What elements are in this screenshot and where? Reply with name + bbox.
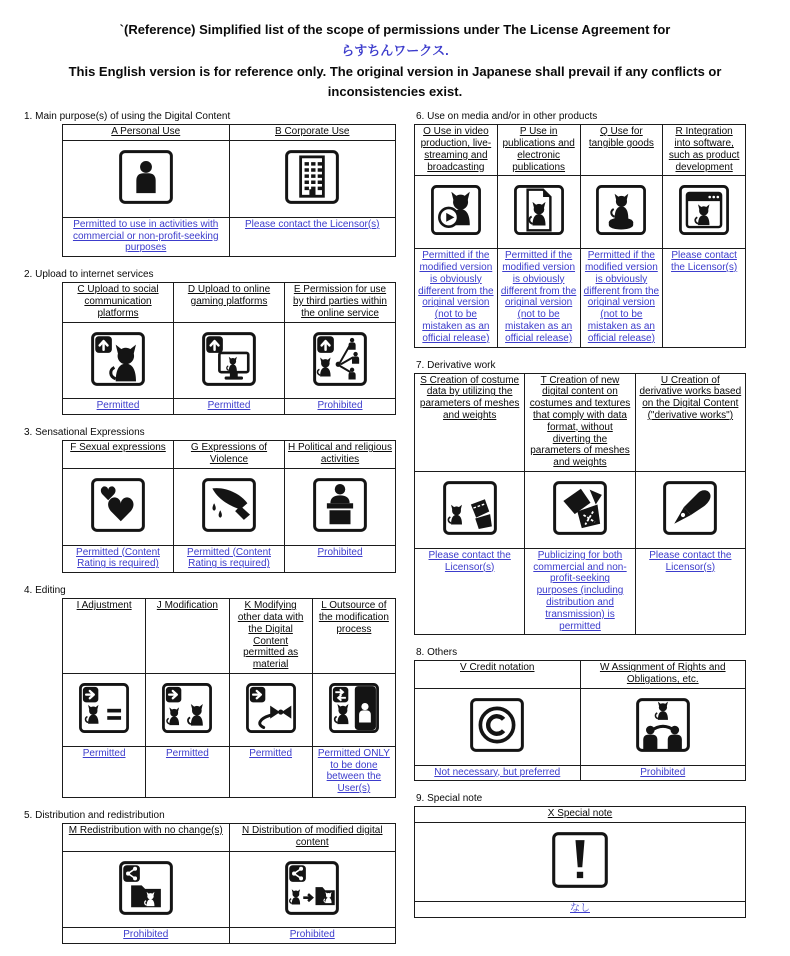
section-9 — [414, 793, 754, 917]
item-label[interactable]: D Upload to online gaming platforms — [174, 283, 285, 322]
permission-table — [62, 440, 396, 573]
section-2 — [22, 269, 400, 415]
item-label[interactable]: T Creation of new digital content on costumes and textures that comply with data format, without diverting the parameters of meshes and weights — [525, 373, 635, 471]
content-columns — [0, 111, 790, 956]
item-label[interactable]: S Creation of costume data by utilizing the parameters of meshes and weights — [415, 373, 525, 471]
modify-icon — [161, 682, 213, 734]
item-label[interactable]: W Assignment of Rights and Obligations, etc. — [580, 661, 746, 689]
icon-cell — [63, 322, 174, 399]
video-cat-icon — [430, 184, 482, 236]
status-link[interactable]: Prohibited — [580, 765, 746, 781]
icon-cell — [63, 851, 230, 928]
status-link[interactable]: Permitted — [63, 746, 146, 797]
icon-cell — [63, 673, 146, 746]
status-link[interactable]: Prohibited — [229, 928, 396, 944]
section-8 — [414, 647, 754, 781]
item-label[interactable]: O Use in video production, live-streaming and broadcasting — [415, 125, 498, 176]
item-label[interactable]: I Adjustment — [63, 599, 146, 674]
section-title: 7. Derivative work — [416, 359, 496, 371]
status-link[interactable]: Permitted if the modified version is obviously different from the original version (not to be mistaken as an official release) — [497, 249, 580, 347]
distribute-modified-icon — [284, 860, 340, 916]
permission-table — [414, 124, 746, 347]
icon-cell — [415, 688, 581, 765]
section-title: 9. Special note — [416, 793, 483, 805]
status-link[interactable]: Please contact the Licensor(s) — [229, 217, 396, 256]
status-link[interactable]: Permitted (Content Rating is required) — [174, 545, 285, 573]
status-link[interactable]: Please contact the Licensor(s) — [635, 548, 745, 635]
icon-cell — [229, 673, 312, 746]
person-icon — [118, 149, 174, 205]
status-link[interactable]: Permitted — [229, 746, 312, 797]
item-label[interactable]: J Modification — [146, 599, 229, 674]
exclamation-icon — [551, 831, 609, 889]
item-label[interactable]: V Credit notation — [415, 661, 581, 689]
upload-cat-icon — [90, 331, 146, 387]
icon-cell — [497, 176, 580, 249]
permission-table — [62, 823, 396, 944]
outsource-icon — [328, 682, 380, 734]
goods-cat-icon — [595, 184, 647, 236]
document-title — [38, 20, 752, 103]
item-label[interactable]: P Use in publications and electronic publications — [497, 125, 580, 176]
item-label[interactable]: Q Use for tangible goods — [580, 125, 663, 176]
status-link[interactable]: Please contact the Licensor(s) — [663, 249, 746, 347]
icon-cell — [63, 140, 230, 217]
costume-data-icon — [442, 480, 498, 536]
item-label[interactable]: C Upload to social communication platforms — [63, 283, 174, 322]
section-title: 8. Others — [416, 647, 458, 659]
icon-cell — [229, 851, 396, 928]
section-5 — [22, 810, 400, 944]
icon-cell — [415, 471, 525, 548]
upload-share-icon — [312, 331, 368, 387]
item-label[interactable]: G Expressions of Violence — [174, 441, 285, 469]
status-link[interactable]: Permitted ONLY to be done between the User(s) — [312, 746, 395, 797]
item-label[interactable]: E Permission for use by third parties within the online service — [285, 283, 396, 322]
status-link[interactable]: Permitted — [63, 399, 174, 415]
icon-cell — [146, 673, 229, 746]
status-link[interactable]: Permitted (Content Rating is required) — [63, 545, 174, 573]
item-label[interactable]: M Redistribution with no change(s) — [63, 823, 230, 851]
status-link[interactable]: Not necessary, but preferred — [415, 765, 581, 781]
item-label[interactable]: A Personal Use — [63, 125, 230, 141]
section-title: 5. Distribution and redistribution — [24, 809, 165, 821]
icon-cell — [580, 176, 663, 249]
redistribute-icon — [118, 860, 174, 916]
item-label[interactable]: N Distribution of modified digital content — [229, 823, 396, 851]
icon-cell — [415, 823, 746, 902]
icon-cell — [663, 176, 746, 249]
assignment-icon — [635, 697, 691, 753]
icon-cell — [525, 471, 635, 548]
upload-monitor-cat-icon — [201, 331, 257, 387]
title-line1: `(Reference) Simplified list of the scope of permissions under The License Agreement for — [119, 22, 671, 37]
software-cat-icon — [678, 184, 730, 236]
adjust-icon — [78, 682, 130, 734]
item-label[interactable]: R Integration into software, such as product development — [663, 125, 746, 176]
section-1 — [22, 111, 400, 257]
permission-table — [414, 373, 746, 636]
knife-icon — [201, 477, 257, 533]
status-link[interactable]: Permitted to use in activities with commercial or non-profit-seeking purposes — [63, 217, 230, 256]
item-label[interactable]: B Corporate Use — [229, 125, 396, 141]
icon-cell — [285, 322, 396, 399]
status-link[interactable]: Permitted — [146, 746, 229, 797]
section-title: 3. Sensational Expressions — [24, 427, 145, 439]
item-label[interactable]: X Special note — [415, 807, 746, 823]
title-line2: This English version is for reference only. The original version in Japanese shall prevail if any conflicts or inconsistencies exist. — [68, 63, 722, 100]
section-title: 6. Use on media and/or in other products — [416, 111, 598, 123]
left-column — [22, 111, 400, 956]
icon-cell — [174, 322, 285, 399]
product-name-link[interactable]: らすちんワークス. — [341, 42, 449, 58]
status-link[interactable]: Permitted if the modified version is obviously different from the original version (not to be mistaken as an official release) — [580, 249, 663, 347]
permission-table — [62, 282, 396, 415]
section-6 — [414, 111, 754, 347]
item-label[interactable]: F Sexual expressions — [63, 441, 174, 469]
permission-table — [414, 660, 746, 781]
right-column — [414, 111, 754, 930]
permission-table — [62, 598, 396, 798]
icon-cell — [63, 468, 174, 545]
item-label[interactable]: U Creation of derivative works based on the Digital Content ("derivative works") — [635, 373, 745, 471]
status-link[interactable]: Permitted — [174, 399, 285, 415]
material-icon — [245, 682, 297, 734]
item-label[interactable]: H Political and religious activities — [285, 441, 396, 469]
section-title: 2. Upload to internet services — [24, 269, 154, 281]
icon-cell — [580, 688, 746, 765]
permission-table — [414, 806, 746, 917]
status-link[interactable]: Please contact the Licensor(s) — [415, 548, 525, 635]
icon-cell — [174, 468, 285, 545]
status-link[interactable]: Permitted if the modified version is obviously different from the original version (not to be mistaken as an official release) — [415, 249, 498, 347]
icon-cell — [635, 471, 745, 548]
section-title: 4. Editing — [24, 585, 66, 597]
icon-cell — [312, 673, 395, 746]
permission-table — [62, 124, 396, 257]
section-7 — [414, 360, 754, 636]
icon-cell — [229, 140, 396, 217]
section-3 — [22, 427, 400, 573]
icon-cell — [415, 176, 498, 249]
pen-icon — [662, 480, 718, 536]
status-link[interactable]: なし — [415, 902, 746, 918]
status-link[interactable]: Prohibited — [285, 399, 396, 415]
building-icon — [284, 149, 340, 205]
costume-new-icon — [552, 480, 608, 536]
status-link[interactable]: Prohibited — [63, 928, 230, 944]
icon-cell — [285, 468, 396, 545]
podium-icon — [312, 477, 368, 533]
status-link[interactable]: Publicizing for both commercial and non-profit-seeking purposes (including distribution and transmission) is permitted — [525, 548, 635, 635]
status-link[interactable]: Prohibited — [285, 545, 396, 573]
hearts-icon — [90, 477, 146, 533]
copyright-icon — [469, 697, 525, 753]
section-title: 1. Main purpose(s) of using the Digital Content — [24, 111, 231, 123]
section-4 — [22, 585, 400, 798]
publication-cat-icon — [513, 184, 565, 236]
item-label[interactable]: L Outsource of the modification process — [312, 599, 395, 674]
item-label[interactable]: K Modifying other data with the Digital Content permitted as material — [229, 599, 312, 674]
